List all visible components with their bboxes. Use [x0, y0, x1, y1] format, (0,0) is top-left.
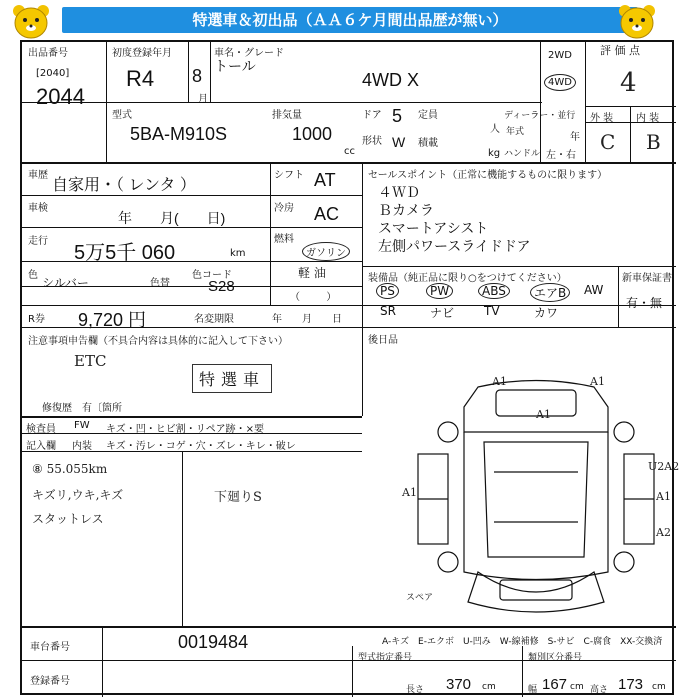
- ac: AC: [314, 204, 340, 224]
- cc-unit: cc: [344, 146, 355, 157]
- inspection-label: 車検: [28, 203, 48, 214]
- chassis-label: 車台番号: [30, 642, 70, 653]
- equip-navi: ナビ: [430, 306, 455, 320]
- handle-value: 左・右: [546, 150, 576, 161]
- chassis-number: 0019484: [178, 632, 249, 652]
- repair-history-label: 修復歴 有〔箇所: [42, 403, 122, 414]
- equip-airbag: エアB: [530, 283, 570, 302]
- score-label: 評 価 点: [600, 44, 640, 57]
- year-unit: 年: [570, 132, 580, 143]
- equip-abs: ABS: [478, 283, 510, 299]
- category-number-label: 類別区分番号: [528, 653, 583, 663]
- fuel-other: （ ）: [290, 292, 337, 303]
- color-label: 色: [28, 270, 38, 281]
- name-change-label: 名変期限: [194, 314, 234, 325]
- color-value: シルバー: [42, 276, 89, 290]
- damage-mark: A1: [656, 490, 671, 503]
- registration-era-year: R4: [126, 66, 155, 91]
- damage-mark: A1: [536, 408, 551, 421]
- banner: [0, 0, 700, 40]
- shift: AT: [314, 170, 336, 190]
- displacement: 1000: [292, 124, 333, 144]
- color-change-label: 色替: [150, 278, 170, 289]
- damage-mark: A1: [492, 375, 507, 388]
- color-code: S28: [208, 278, 235, 295]
- height: 173: [618, 676, 644, 693]
- drive-label: 2WD: [548, 50, 572, 61]
- inspector-memo: スタットレス: [32, 512, 104, 526]
- inspector-label: 検査員: [26, 424, 56, 435]
- month-unit: 月: [198, 94, 208, 105]
- auction-sheet: [20, 40, 680, 695]
- equip-aw: AW: [584, 283, 604, 297]
- bear-mascot-icon: [8, 2, 54, 40]
- length: 370: [446, 676, 472, 693]
- history-value: 自家用・（ レンタ ）: [52, 177, 196, 194]
- score: 4: [620, 68, 637, 98]
- drive-value: 4WD: [544, 74, 576, 91]
- equip-sr: SR: [380, 304, 396, 318]
- capacity-label: 定員: [418, 110, 438, 121]
- inspector-notes-label: 記入欄: [26, 441, 56, 452]
- interior-label: 内 装: [636, 113, 660, 124]
- type-designation-label: 型式指定番号: [358, 653, 413, 663]
- dealer-label: ディーラー・並行: [504, 111, 576, 121]
- height-label: 高さ: [590, 685, 609, 695]
- fuel-diesel: 軽 油: [298, 266, 326, 280]
- exterior-grade: C: [600, 130, 616, 154]
- doors-label: ドア: [362, 110, 382, 121]
- equip-leather: カワ: [534, 306, 559, 320]
- notes-label: 注意事項申告欄（不具合内容は具体的に記入して下さい）: [28, 336, 288, 347]
- special-stamp: 特選車: [192, 364, 272, 393]
- cm-unit: cm: [570, 682, 584, 692]
- cm-unit: cm: [482, 682, 496, 692]
- banner-title: 特選車＆初出品（ＡＡ６ケ月間出品歴が無い）: [192, 11, 508, 29]
- model-name: トール: [214, 58, 256, 74]
- kg-unit: kg: [488, 148, 501, 159]
- person-unit: 人: [490, 124, 500, 135]
- sales-points-label: セールスポイント（正常に機能するものに限ります）: [368, 170, 608, 181]
- shape-label: 形状: [362, 136, 382, 147]
- inspector-memo: 下廻りS: [214, 490, 262, 505]
- sales-point-item: Ｂカメラ: [378, 202, 434, 218]
- fw-label: FW: [74, 420, 90, 431]
- rear-item-label: 後日品: [368, 335, 398, 346]
- width: 167: [542, 676, 568, 693]
- sales-point-item: スマートアシスト: [378, 220, 489, 236]
- inspector-memo: ⑧ 55.055km: [32, 462, 108, 476]
- recycle: 9,720 円: [78, 310, 147, 330]
- damage-mark: A1: [590, 375, 605, 388]
- shift-label: シフト: [274, 170, 304, 181]
- handle-label: ハンドル: [504, 149, 541, 159]
- spare-label: スペア: [406, 593, 434, 603]
- model-year-label: 年式: [506, 127, 525, 137]
- lot-sub-label: [2040]: [36, 68, 70, 79]
- mileage: 5万5千 060: [74, 242, 176, 264]
- equipment-label: 装備品（純正品に限り○をつけてください）: [368, 273, 567, 284]
- length-label: 長さ: [406, 685, 425, 695]
- type-value: 5BA-M910S: [130, 124, 228, 144]
- damage-mark: U2A2: [648, 460, 680, 473]
- warranty-value: 有・無: [626, 296, 663, 310]
- km-unit: km: [230, 248, 246, 259]
- displacement-label: 排気量: [272, 110, 302, 121]
- shape: W: [392, 134, 406, 150]
- registration-month: 8: [192, 66, 203, 86]
- sales-point-item: 左側パワースライドドア: [378, 238, 531, 254]
- equip-ps: PS: [376, 283, 399, 299]
- equip-tv: TV: [484, 304, 500, 318]
- sales-point-item: ４ＷＤ: [378, 184, 420, 200]
- notes-content: ETC: [74, 352, 107, 370]
- bear-mascot-icon: [614, 2, 660, 40]
- exterior-label: 外 装: [590, 113, 614, 124]
- color-code-label: 色コード: [192, 270, 232, 281]
- width-label: 幅: [528, 685, 538, 695]
- type-label: 型式: [112, 110, 132, 121]
- lot-number-label: 出品番号: [28, 48, 68, 59]
- model-label: 車名・グレード: [214, 48, 284, 59]
- cm-unit: cm: [652, 682, 666, 692]
- name-change-value: 年 月 日: [272, 314, 342, 325]
- damage-mark: A2: [656, 526, 671, 539]
- damage-legend: A-キズ E-エクボ U-凹み W-線補修 S-サビ C-腐食 XX-交換済: [382, 637, 663, 647]
- inspector-memo: キズリ,ウキ,キズ: [32, 488, 124, 502]
- fw-text: キズ・凹・ヒビ割・リペア跡・×要: [106, 424, 264, 435]
- inspection-value: 年 月( 日): [118, 210, 226, 226]
- mileage-label: 走行: [28, 236, 48, 247]
- fuel-gasoline: ガソリン: [302, 242, 350, 261]
- interior-check-label: 内装: [72, 441, 92, 452]
- interior-grade: B: [646, 130, 661, 154]
- lot-number: 2044: [36, 84, 85, 109]
- equip-pw: PW: [426, 283, 453, 299]
- history-label: 車歴: [28, 170, 48, 181]
- load-label: 積載: [418, 138, 438, 149]
- first-registration-label: 初度登録年月: [112, 48, 172, 59]
- warranty-label: 新車保証書: [622, 273, 672, 284]
- grade: 4WD X: [362, 70, 420, 90]
- fuel-label: 燃料: [274, 234, 294, 245]
- ac-label: 冷房: [274, 203, 294, 214]
- registration-label: 登録番号: [30, 676, 70, 687]
- recycle-label: R券: [28, 314, 45, 325]
- doors: 5: [392, 106, 403, 126]
- damage-mark: A1: [402, 486, 417, 499]
- interior-check-text: キズ・汚レ・コゲ・穴・ズレ・キレ・破レ: [106, 441, 296, 452]
